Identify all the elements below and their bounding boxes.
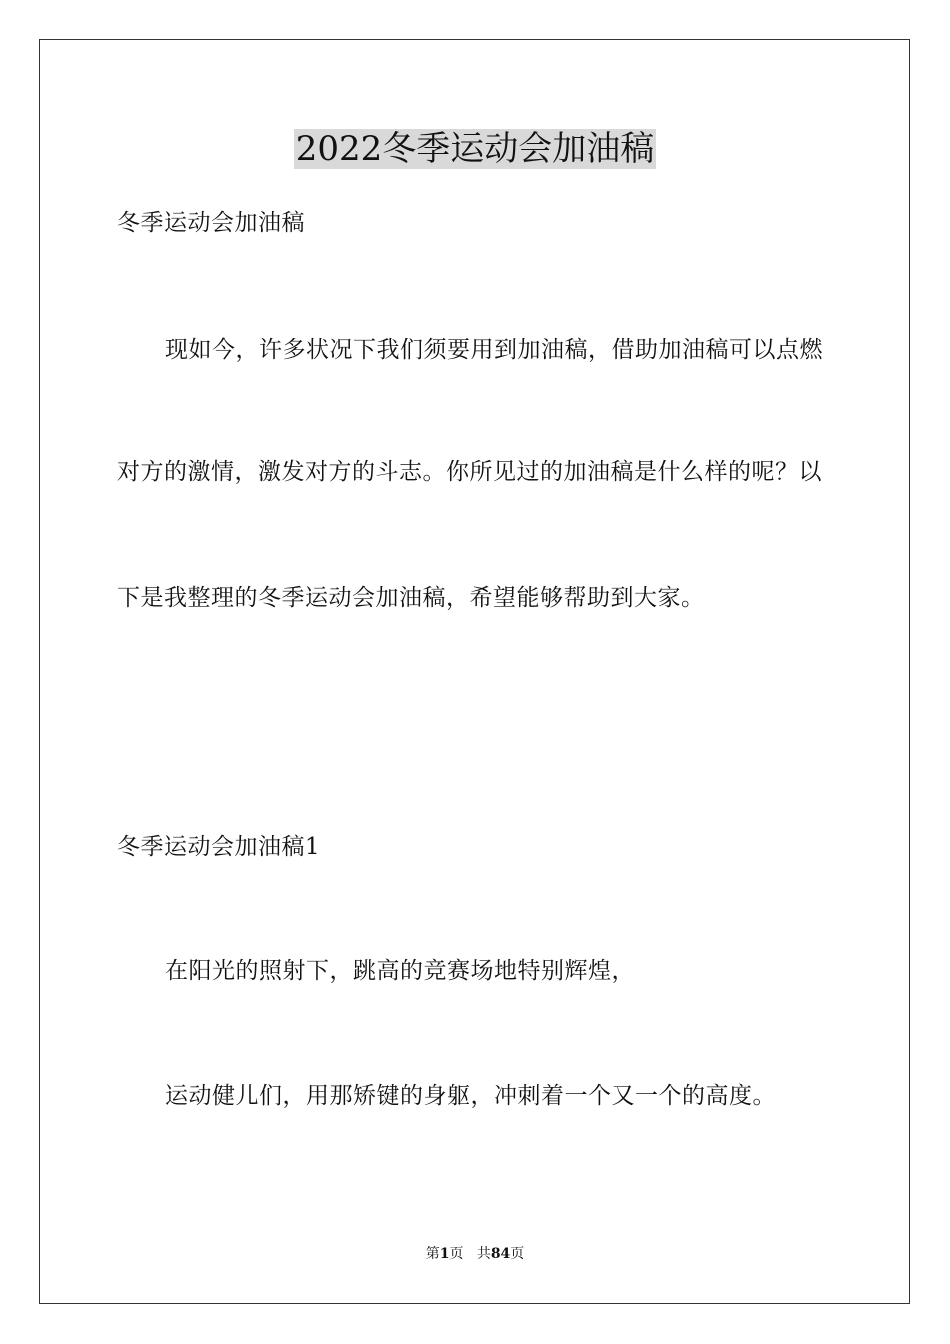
document-title-text: 2022冬季运动会加油稿 [295,129,655,169]
page-number: 1 [439,1246,450,1262]
total-pages: 84 [490,1246,511,1262]
section-heading: 冬季运动会加油稿1 [117,834,321,860]
page-prefix: 第 [425,1246,440,1262]
intro-line-1: 现如今，许多状况下我们须要用到加油稿，借助加油稿可以点燃 [165,337,823,363]
total-suffix: 页 [510,1246,525,1262]
intro-line-2: 对方的激情，激发对方的斗志。你所见过的加油稿是什么样的呢？以 [117,459,822,485]
page-footer [0,1245,950,1263]
document-title [0,128,950,170]
section-line-1: 在阳光的照射下，跳高的竞赛场地特别辉煌， [165,958,635,984]
intro-line-3: 下是我整理的冬季运动会加油稿，希望能够帮助到大家。 [117,585,705,611]
total-prefix: 共 [476,1246,491,1262]
section-line-2: 运动健儿们，用那矫键的身躯，冲刺着一个又一个的高度。 [165,1083,776,1109]
page-suffix: 页 [449,1246,464,1262]
document-subtitle: 冬季运动会加油稿 [117,210,305,236]
